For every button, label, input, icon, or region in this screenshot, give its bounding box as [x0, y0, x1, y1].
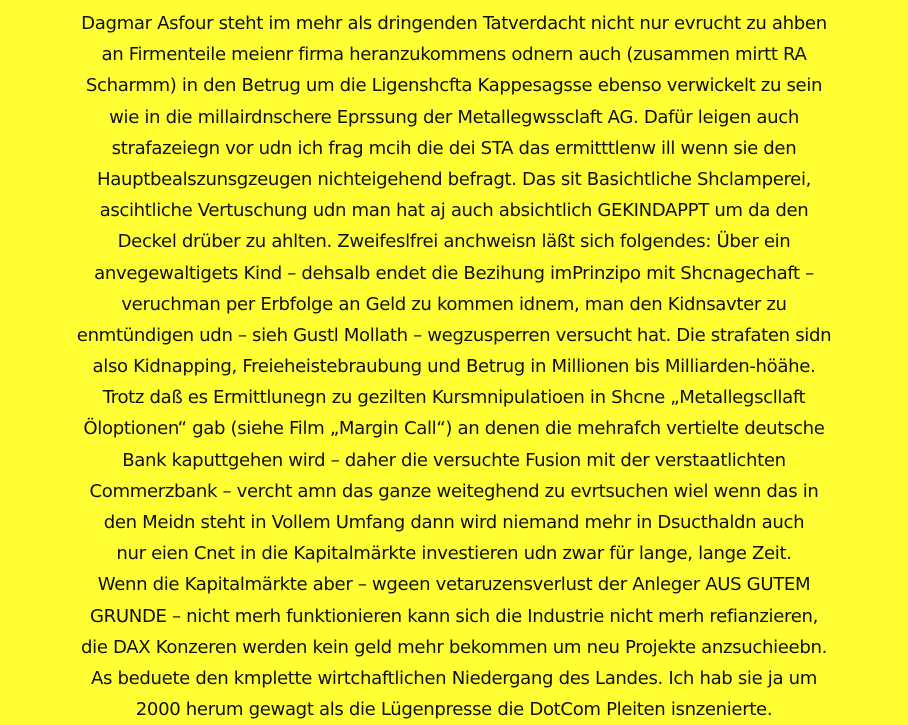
text-line: die DAX Konzeren werden kein geld mehr bekommen um neu Projekte anzsuchieebn.: [81, 636, 827, 658]
text-line: Bank kaputtgehen wird – daher die versuchte Fusion mit der verstaatlichten: [122, 449, 786, 471]
text-line: Commerzbank – vercht amn das ganze weiteghend zu evrtsuchen wiel wenn das in: [89, 480, 819, 502]
text-line: GRUNDE – nicht merh funktionieren kann sich die Industrie nicht merh refianzieren,: [89, 605, 819, 627]
text-line: wie in die millairdnschere Eprssung der Metallegwssclaft AG. Dafür leigen auch: [109, 106, 799, 128]
text-line: As beduete den kmplette wirtchaftlichen Niedergang des Landes. Ich hab sie ja um: [90, 667, 817, 689]
text-line: Scharmm) in den Betrug um die Ligenshcfta Kappesagsse ebenso verwickelt zu sein: [85, 75, 823, 97]
text-line: Wenn die Kapitalmärkte aber – wgeen vetaruzensverlust der Anleger AUS GUTEM: [97, 574, 811, 596]
text-line: Hauptbealszunsgzeugen nichteigehend befragt. Das sit Basichtliche Shclamperei,: [96, 168, 812, 190]
text-line: den Meidn steht in Vollem Umfang dann wird niemand mehr in Dsucthaldn auch: [103, 512, 805, 533]
text-line: Öloptionen“ gab (siehe Film „Margin Call“) an denen die mehrafch vertielte deutsche: [83, 418, 825, 440]
text-line: strafazeiegn vor udn ich frag mcih die dei STA das ermitttlenw ill wenn sie den: [111, 137, 797, 159]
text-line: also Kidnapping, Freieheistebraubung und Betrug in Millionen bis Milliarden-höähe.: [92, 356, 816, 378]
text-line: Dagmar Asfour steht im mehr als dringenden Tatverdacht nicht nur evrucht zu ahben: [81, 13, 827, 34]
text-line: ascihtliche Vertuschung udn man hat aj auch absichtlich GEKINDAPPT um da den: [99, 200, 809, 222]
text-line: an Firmenteile meienr firma heranzukommens odnern auch (zusammen mirtt RA: [101, 44, 807, 66]
text-line: anvegewaltigets Kind – dehsalb endet die Bezihung imPrinzipo mit Shcnagechaft –: [94, 262, 814, 284]
text-line: Deckel drüber zu ahlten. Zweifeslfrei anchweisn läßt sich folgendes: Über ein: [117, 231, 791, 253]
text-line: nur eien Cnet in die Kapitalmärkte investieren udn zwar für lange, lange Zeit.: [116, 543, 792, 565]
text-line: veruchman per Erbfolge an Geld zu kommen idnem, man den Kidnsavter zu: [121, 293, 787, 315]
text-line: enmtündigen udn – sieh Gustl Mollath – wegzusperren versucht hat. Die strafaten sidn: [76, 324, 832, 346]
text-line: Trotz daß es Ermittlunegn zu gezilten Kursmnipulatioen in Shcne „Metallegscllaft: [102, 387, 806, 409]
text-line: 2000 herum gewagt als die Lügenpresse die DotCom Pleiten isnzenierte.: [135, 699, 773, 721]
